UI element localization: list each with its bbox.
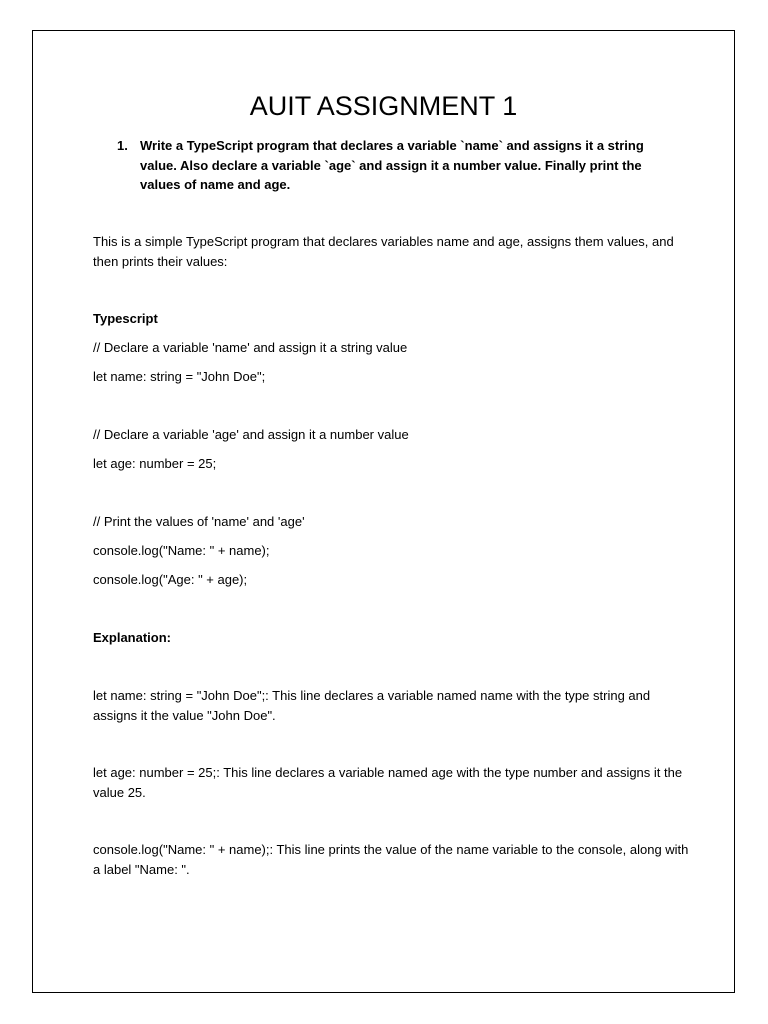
document-title: AUIT ASSIGNMENT 1 — [249, 91, 518, 121]
explanation-heading: Explanation: — [93, 630, 172, 645]
document-page — [32, 30, 735, 993]
question-item — [117, 136, 677, 195]
code-comment-age: // Declare a variable 'age' and assign it a number value — [93, 427, 409, 442]
explanation-item-age: let age: number = 25;: This line declares a variable named age with the type number and assigns it the value 25. — [93, 765, 683, 800]
question-number: 1. — [117, 138, 128, 153]
code-line-print-age: console.log("Age: " + age); — [93, 572, 248, 587]
code-heading: Typescript — [93, 311, 158, 326]
code-line-age: let age: number = 25; — [93, 456, 217, 471]
code-comment-print: // Print the values of 'name' and 'age' — [93, 514, 305, 529]
intro-paragraph: This is a simple TypeScript program that declares variables name and age, assigns them values, and then prints their values: — [93, 234, 674, 269]
code-line-name: let name: string = "John Doe"; — [93, 369, 266, 384]
explanation-item-console: console.log("Name: " + name);: This line prints the value of the name variable to the console, along with a label "Name: ". — [93, 842, 689, 877]
code-line-print-name: console.log("Name: " + name); — [93, 543, 270, 558]
explanation-item-name: let name: string = "John Doe";: This line declares a variable named name with the type string and assigns it the value "John Doe". — [93, 688, 651, 723]
code-comment-name: // Declare a variable 'name' and assign it a string value — [93, 340, 408, 355]
question-text: Write a TypeScript program that declares a variable `name` and assigns it a string value. Also declare a variable `age` and assign it a number value. Finally print the values of name and age. — [140, 138, 644, 192]
